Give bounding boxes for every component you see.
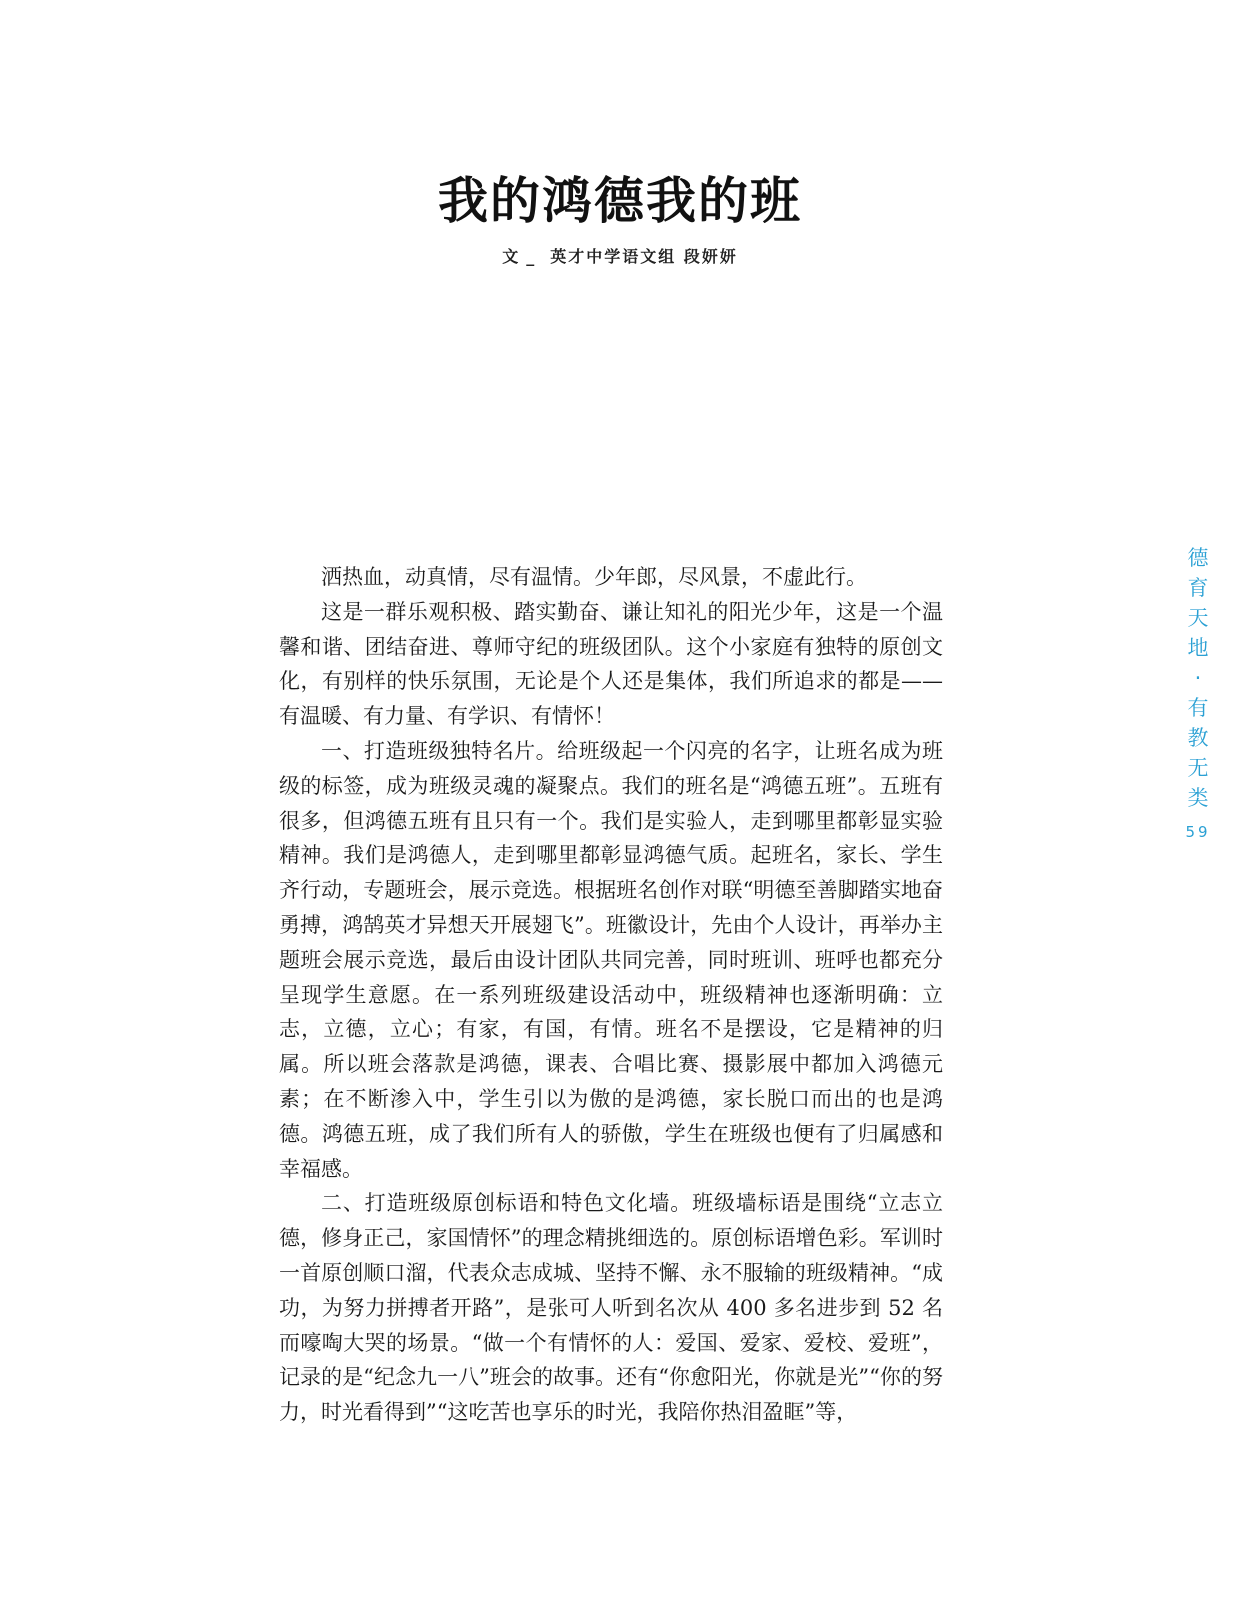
section-title-char: 有	[1187, 696, 1209, 720]
byline-author: 英才中学语文组 段妍妍	[550, 247, 738, 266]
article-body	[279, 560, 943, 1430]
article-paragraph: 这是一群乐观积极、踏实勤奋、谦让知礼的阳光少年，这是一个温馨和谐、团结奋进、尊师守纪的班级团队。这个小家庭有独特的原创文化，有别样的快乐氛围，无论是个人还是集体，我们所追求的都是——有温暖、有力量、有学识、有情怀！	[279, 599, 943, 729]
section-title-char: 地	[1187, 636, 1209, 660]
article-paragraph: 洒热血，动真情，尽有温情。少年郎，尽风景，不虚此行。	[321, 565, 867, 589]
section-sidebar	[1182, 543, 1214, 841]
section-title-char: 天	[1187, 606, 1209, 630]
byline-separator: _	[526, 247, 537, 266]
section-title-char: 育	[1187, 576, 1209, 600]
byline	[0, 244, 1240, 267]
section-title-char: 类	[1187, 786, 1209, 810]
page-number: 59	[1185, 823, 1211, 841]
section-title-char: 德	[1187, 546, 1209, 570]
article-title: 我的鸿德我的班	[438, 170, 802, 230]
section-title-char: 无	[1187, 756, 1209, 780]
article-paragraph: 二、打造班级原创标语和特色文化墙。班级墙标语是围绕“立志立德，修身正己，家国情怀”的理念精挑细选的。原创标语增色彩。军训时一首原创顺口溜，代表众志成城、坚持不懈、永不服输的班级精神。“成功，为努力拼搏者开路”，是张可人听到名次从 400 多名进步到 52 名而嚎啕大哭的场景。“做一个有情怀的人：爱国、爱家、爱校、爱班”，记录的是“纪念九一八”班会的故事。还有“你愈阳光，你就是光”“你的努力，时光看得到”“这吃苦也享乐的时光，我陪你热泪盈眶”等，	[279, 1191, 943, 1425]
section-title-char: 教	[1187, 726, 1209, 750]
section-title-separator: ·	[1194, 666, 1202, 690]
byline-prefix: 文	[502, 247, 521, 266]
article-paragraph: 一、打造班级独特名片。给班级起一个闪亮的名字，让班名成为班级的标签，成为班级灵魂的凝聚点。我们的班名是“鸿德五班”。五班有很多，但鸿德五班有且只有一个。我们是实验人，走到哪里都彰显实验精神。我们是鸿德人，走到哪里都彰显鸿德气质。起班名，家长、学生齐行动，专题班会，展示竞选。根据班名创作对联“明德至善脚踏实地奋勇搏，鸿鹄英才异想天开展翅飞”。班徽设计，先由个人设计，再举办主题班会展示竞选，最后由设计团队共同完善，同时班训、班呼也都充分呈现学生意愿。在一系列班级建设活动中，班级精神也逐渐明确：立志，立德，立心；有家，有国，有情。班名不是摆设，它是精神的归属。所以班会落款是鸿德，课表、合唱比赛、摄影展中都加入鸿德元素；在不断渗入中，学生引以为傲的是鸿德，家长脱口而出的也是鸿德。鸿德五班，成了我们所有人的骄傲，学生在班级也便有了归属感和幸福感。	[279, 738, 943, 1181]
